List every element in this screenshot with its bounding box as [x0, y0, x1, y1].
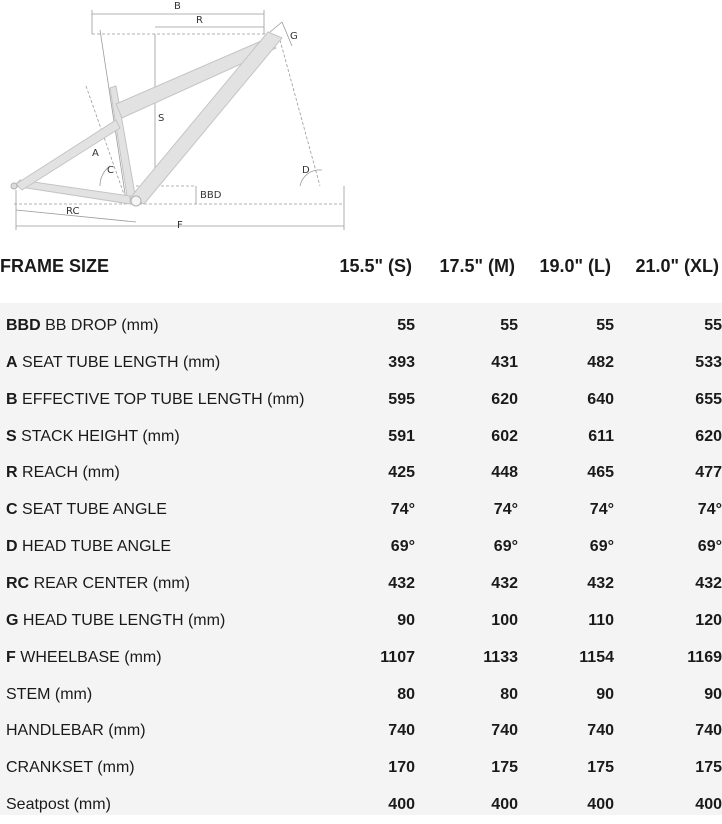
- size-header-xl: 21.0" (XL): [635, 256, 719, 276]
- row-value: 110: [588, 611, 614, 629]
- row-code: F: [6, 648, 16, 666]
- row-label: [6, 391, 304, 409]
- row-code: S: [6, 427, 17, 445]
- row-value: 432: [491, 574, 518, 592]
- row-code: BBD: [6, 317, 41, 334]
- table-header: [0, 252, 722, 282]
- row-value: 1133: [483, 648, 518, 666]
- row-code: D: [6, 538, 18, 556]
- row-value: 100: [491, 611, 518, 629]
- row-name: HANDLEBAR (mm): [6, 722, 146, 740]
- table-row: [0, 309, 722, 345]
- row-value: 393: [388, 353, 415, 371]
- row-value: 55: [500, 317, 518, 334]
- row-value: 74°: [697, 501, 722, 519]
- row-label: [6, 575, 190, 593]
- row-value: 74°: [493, 501, 518, 519]
- row-value: 400: [491, 796, 518, 814]
- diagram-label-g: G: [290, 31, 298, 42]
- row-name: HEAD TUBE ANGLE: [22, 538, 172, 556]
- row-value: 69°: [390, 538, 415, 556]
- row-value: 69°: [589, 538, 614, 556]
- row-value: 90: [397, 611, 415, 629]
- row-name: STEM (mm): [6, 685, 93, 703]
- row-label: [6, 501, 167, 519]
- row-code: B: [6, 390, 18, 408]
- row-value: 432: [388, 574, 415, 592]
- row-name: HEAD TUBE LENGTH (mm): [22, 611, 226, 629]
- row-label: [6, 317, 159, 335]
- row-name: WHEELBASE (mm): [20, 648, 162, 666]
- row-value: 611: [588, 427, 614, 445]
- row-label: [6, 354, 220, 372]
- diagram-label-c: C: [107, 165, 114, 176]
- diagram-label-bbd: BBD: [200, 190, 222, 201]
- table-row: [0, 383, 722, 419]
- row-value: 1154: [579, 648, 614, 666]
- row-code: R: [6, 464, 18, 482]
- diagram-label-rc: RC: [66, 206, 80, 217]
- row-value: 620: [491, 390, 518, 408]
- size-header-m: 17.5" (M): [439, 256, 515, 276]
- row-value: 80: [397, 685, 415, 703]
- table-row: [0, 751, 722, 787]
- table-row: [0, 788, 722, 824]
- table-row: [0, 420, 722, 456]
- row-label: [6, 612, 225, 630]
- row-label: [6, 428, 180, 446]
- row-code: C: [6, 501, 18, 519]
- row-value: 400: [388, 796, 415, 814]
- row-value: 55: [397, 317, 415, 334]
- geometry-table: [0, 303, 722, 815]
- row-value: 740: [491, 722, 518, 740]
- row-value: 400: [587, 796, 614, 814]
- row-value: 595: [388, 390, 415, 408]
- row-value: 620: [695, 427, 722, 445]
- row-label: [6, 686, 92, 704]
- row-value: 90: [596, 685, 614, 703]
- table-row: [0, 604, 722, 640]
- row-value: 740: [388, 722, 415, 740]
- row-value: 432: [695, 574, 722, 592]
- table-row: [0, 493, 722, 529]
- row-code: G: [6, 611, 19, 629]
- row-value: 602: [491, 427, 518, 445]
- row-value: 69°: [493, 538, 518, 556]
- row-name: REAR CENTER (mm): [33, 574, 190, 592]
- row-label: [6, 464, 120, 482]
- table-row: [0, 567, 722, 603]
- diagram-label-f: F: [177, 220, 183, 231]
- row-value: 655: [695, 390, 722, 408]
- diagram-label-s: S: [158, 113, 165, 124]
- row-label: [6, 722, 146, 740]
- diagram-label-b: B: [174, 1, 181, 12]
- table-row: [0, 456, 722, 492]
- table-row: [0, 678, 722, 714]
- row-name: CRANKSET (mm): [6, 759, 135, 777]
- row-label: [6, 796, 111, 814]
- row-value: 74°: [390, 501, 415, 519]
- frame-size-heading: FRAME SIZE: [0, 256, 110, 276]
- row-name: SEAT TUBE LENGTH (mm): [22, 353, 221, 371]
- row-value: 640: [587, 390, 614, 408]
- row-value: 477: [695, 464, 722, 482]
- row-value: 533: [695, 353, 722, 371]
- row-value: 175: [695, 759, 722, 777]
- row-value: 1169: [687, 648, 722, 666]
- row-value: 740: [695, 722, 722, 740]
- row-value: 448: [491, 464, 518, 482]
- row-value: 90: [704, 685, 722, 703]
- diagram-label-r: R: [196, 15, 203, 26]
- diagram-label-d: D: [302, 165, 310, 176]
- row-value: 175: [491, 759, 518, 777]
- row-name: SEAT TUBE ANGLE: [22, 501, 167, 519]
- row-label: [6, 649, 162, 667]
- table-row: [0, 530, 722, 566]
- row-value: 482: [587, 353, 614, 371]
- row-value: 170: [388, 759, 415, 777]
- row-name: STACK HEIGHT (mm): [21, 427, 180, 445]
- table-row: [0, 714, 722, 750]
- row-code: A: [6, 353, 18, 371]
- row-label: [6, 759, 135, 777]
- row-value: 432: [587, 574, 614, 592]
- row-value: 55: [596, 317, 614, 334]
- row-name: BB DROP (mm): [45, 317, 159, 334]
- row-value: 55: [704, 317, 722, 334]
- row-value: 740: [587, 722, 614, 740]
- row-value: 74°: [589, 501, 614, 519]
- row-name: Seatpost (mm): [6, 796, 111, 814]
- row-value: 120: [695, 611, 722, 629]
- row-value: 425: [388, 464, 415, 482]
- size-header-s: 15.5" (S): [339, 256, 412, 276]
- row-label: [6, 538, 171, 556]
- row-value: 1107: [380, 648, 415, 666]
- row-value: 591: [388, 427, 415, 445]
- row-value: 465: [587, 464, 614, 482]
- row-value: 431: [491, 353, 518, 371]
- row-value: 80: [500, 685, 518, 703]
- row-value: 400: [695, 796, 722, 814]
- size-header-l: 19.0" (L): [539, 256, 611, 276]
- diagram-label-a: A: [92, 148, 99, 159]
- table-row: [0, 346, 722, 382]
- row-name: EFFECTIVE TOP TUBE LENGTH (mm): [22, 390, 305, 408]
- frame-geometry-diagram: [0, 0, 360, 240]
- row-code: RC: [6, 574, 30, 592]
- table-row: [0, 641, 722, 677]
- row-value: 69°: [697, 538, 722, 556]
- row-value: 175: [587, 759, 614, 777]
- row-name: REACH (mm): [22, 464, 120, 482]
